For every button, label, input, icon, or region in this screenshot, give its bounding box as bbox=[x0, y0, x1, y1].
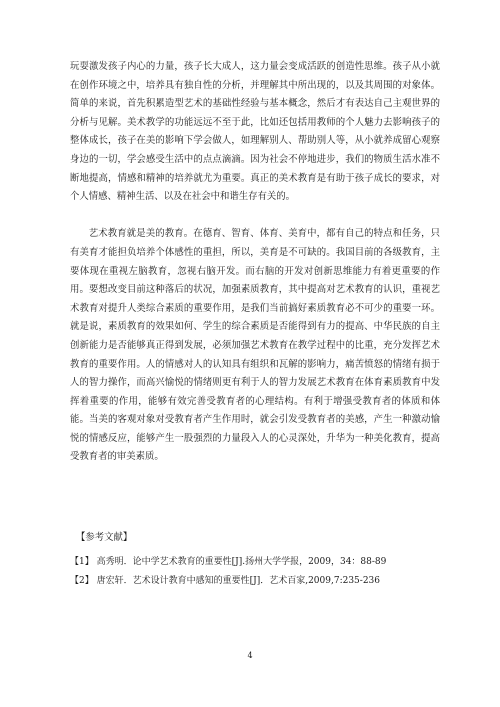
page-number: 4 bbox=[247, 651, 253, 660]
reference-item-2: 【2】 唐宏轩．艺术设计教育中感知的重要性[J]．艺术百家,2009,7:235-236 bbox=[70, 576, 381, 586]
body-paragraph-2: 艺术教育就是美的教育。在德育、智育、体育、美育中，都有自己的特点和任务，只有美育才能担负培养个体感性的重担，所以，美育是不可缺的。我国目前的各级教育，主要体现在重视左脑教育，忽视右脑开发。而右脑的开发对创新思维能力有着更重要的作用。要想改变目前这种落后的状况，加强素质教育，其中提高对艺术教育的认识，重视艺术教育对提升人类综合素质的重要作用，是我们当前搞好素质教育必不可少的重要一环。就是说，素质教育的效果如何、学生的综合素质是否能得到有力的提高、中华民族的自主创新能力是否能够真正得到发展，必须加强艺术教育在教学过程中的比重，充分发挥艺术教育的重要作用。人的情感对人的认知具有组织和瓦解的影响力，痛苦愤怒的情绪有损于人的智力操作，而高兴愉悦的情绪则更有利于人的智力发展艺术教育在体育素质教育中发挥着重要的作用，能够有效完善受教育者的心理结构。有利于增强受教育者的体质和体能。当美的客观对象对受教育者产生作用时，就会引发受教育者的美感，产生一种激动愉悦的情感反应，能够产生一股强烈的力量段入人的心灵深处，升华为一种美化教育，提高受教育者的审美素质。 bbox=[70, 228, 440, 463]
reference-item-1: 【1】 高秀明．论中学艺术教育的重要性[J].扬州大学学报，2009，34：88-89 bbox=[70, 557, 387, 567]
references-title: 【参考文献】 bbox=[76, 532, 133, 543]
document-body bbox=[70, 58, 440, 467]
body-paragraph-1: 玩耍激发孩子内心的力量，孩子长大成人，这力量会变成活跃的创造性思维。孩子从小就在创作环境之中，培养具有独自性的分析，并理解其中所出现的，以及其周围的对象体。简单的来说，首先积累造型艺术的基础性经验与基本概念，然后才有表达自己主观世界的分析与见解。美术教学的功能远远不至于此，比如还包括用教师的个人魅力去影响孩子的整体成长，孩子在美的影响下学会做人，如理解别人、帮助别人等，从小就养成留心观察身边的一切，学会感受生活中的点点滴滴。因为社会不停地进步，我们的物质生活水准不断地提高，情感和精神的培养就尤为重要。真正的美术教育是有助于孩子成长的要求，对个人情感、精神生活、以及在社会中和谐生存有关的。 bbox=[70, 61, 440, 203]
paragraph-gap bbox=[70, 207, 440, 226]
references-section bbox=[70, 529, 450, 591]
